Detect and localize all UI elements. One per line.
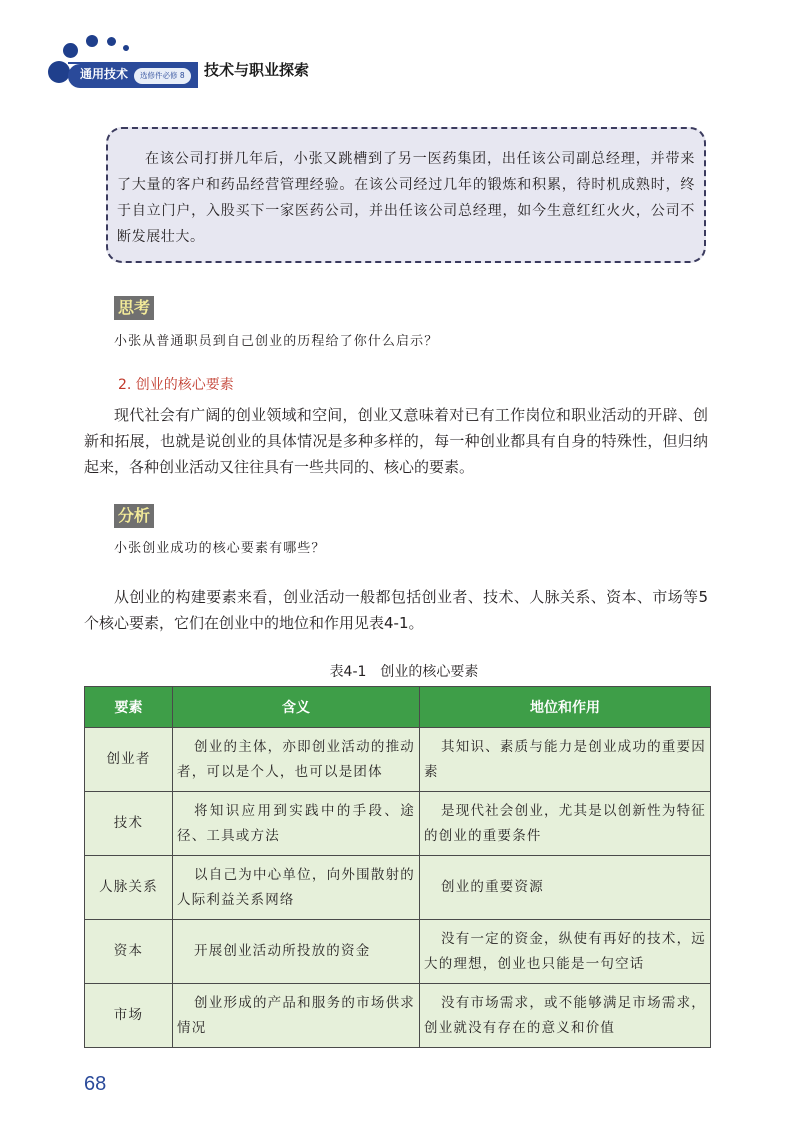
table-row [85,856,711,920]
header-dot-small [123,45,129,51]
table-header-row [85,687,711,728]
intro-paragraph: 从创业的构建要素来看，创业活动一般都包括创业者、技术、人脉关系、资本、市场等5个核心要素，它们在创业中的地位和作用见表4-1。 [84,588,708,632]
table-cell-role: 没有市场需求，或不能够满足市场需求，创业就没有存在的意义和价值 [420,984,711,1048]
table-cell-meaning: 以自己为中心单位，向外围散射的人际利益关系网络 [173,856,420,920]
header-subject: 通用技术 [80,67,129,81]
table-cell-meaning: 创业形成的产品和服务的市场供求情况 [173,984,420,1048]
table-header-cell: 要素 [85,687,173,728]
table-header-cell: 地位和作用 [420,687,711,728]
table-cell-meaning: 开展创业活动所投放的资金 [173,920,420,984]
table-cell-element: 市场 [85,984,173,1048]
section-paragraph: 现代社会有广阔的创业领域和空间，创业又意味着对已有工作岗位和职业活动的开辟、创新和拓展，也就是说创业的具体情况是多种多样的，每一种创业都具有自身的特殊性，但归纳起来，各种创业活动又往往具有一些共同的、核心的要素。 [84,406,708,476]
think-question: 小张从普通职员到自己创业的历程给了你什么启示？ [114,334,439,349]
table-cell-role: 没有一定的资金，纵使有再好的技术，远大的理想，创业也只能是一句空话 [420,920,711,984]
analysis-tag: 分析 [114,504,154,528]
table-cell-meaning: 创业的主体，亦即创业活动的推动者，可以是个人，也可以是团体 [173,728,420,792]
table-caption: 表4-1 创业的核心要素 [329,664,479,680]
table-cell-element: 创业者 [85,728,173,792]
table-row [85,984,711,1048]
core-elements-table [84,686,711,1048]
table-cell-element: 技术 [85,792,173,856]
table-row [85,792,711,856]
table-cell-role: 是现代社会创业，尤其是以创新性为特征的创业的重要条件 [420,792,711,856]
table-cell-role: 其知识、素质与能力是创业成功的重要因素 [420,728,711,792]
analysis-question: 小张创业成功的核心要素有哪些？ [114,541,326,556]
header-dot [63,43,78,58]
table-row [85,920,711,984]
table-row [85,728,711,792]
header-dot-large [48,61,70,83]
table-cell-meaning: 将知识应用到实践中的手段、途径、工具或方法 [173,792,420,856]
header-badge: 选修件必修 8 [134,68,191,84]
case-text: 在该公司打拼几年后，小张又跳槽到了另一医药集团，出任该公司副总经理，并带来了大量的客户和药品经营管理经验。在该公司经过几年的锻炼和积累，待时机成熟时，终于自立门户，入股买下一家医药公司，并出任该公司总经理，如今生意红红火火，公司不断发展壮大。 [117,151,695,245]
header-dot [86,35,98,47]
header-title: 技术与职业探索 [204,61,310,79]
table-header-cell: 含义 [173,687,420,728]
header-dot [107,37,116,46]
think-tag: 思考 [114,296,154,320]
table-cell-element: 资本 [85,920,173,984]
page-number: 68 [84,1073,107,1095]
table-cell-role: 创业的重要资源 [420,856,711,920]
table-cell-element: 人脉关系 [85,856,173,920]
section-heading: 2. 创业的核心要素 [118,377,234,393]
